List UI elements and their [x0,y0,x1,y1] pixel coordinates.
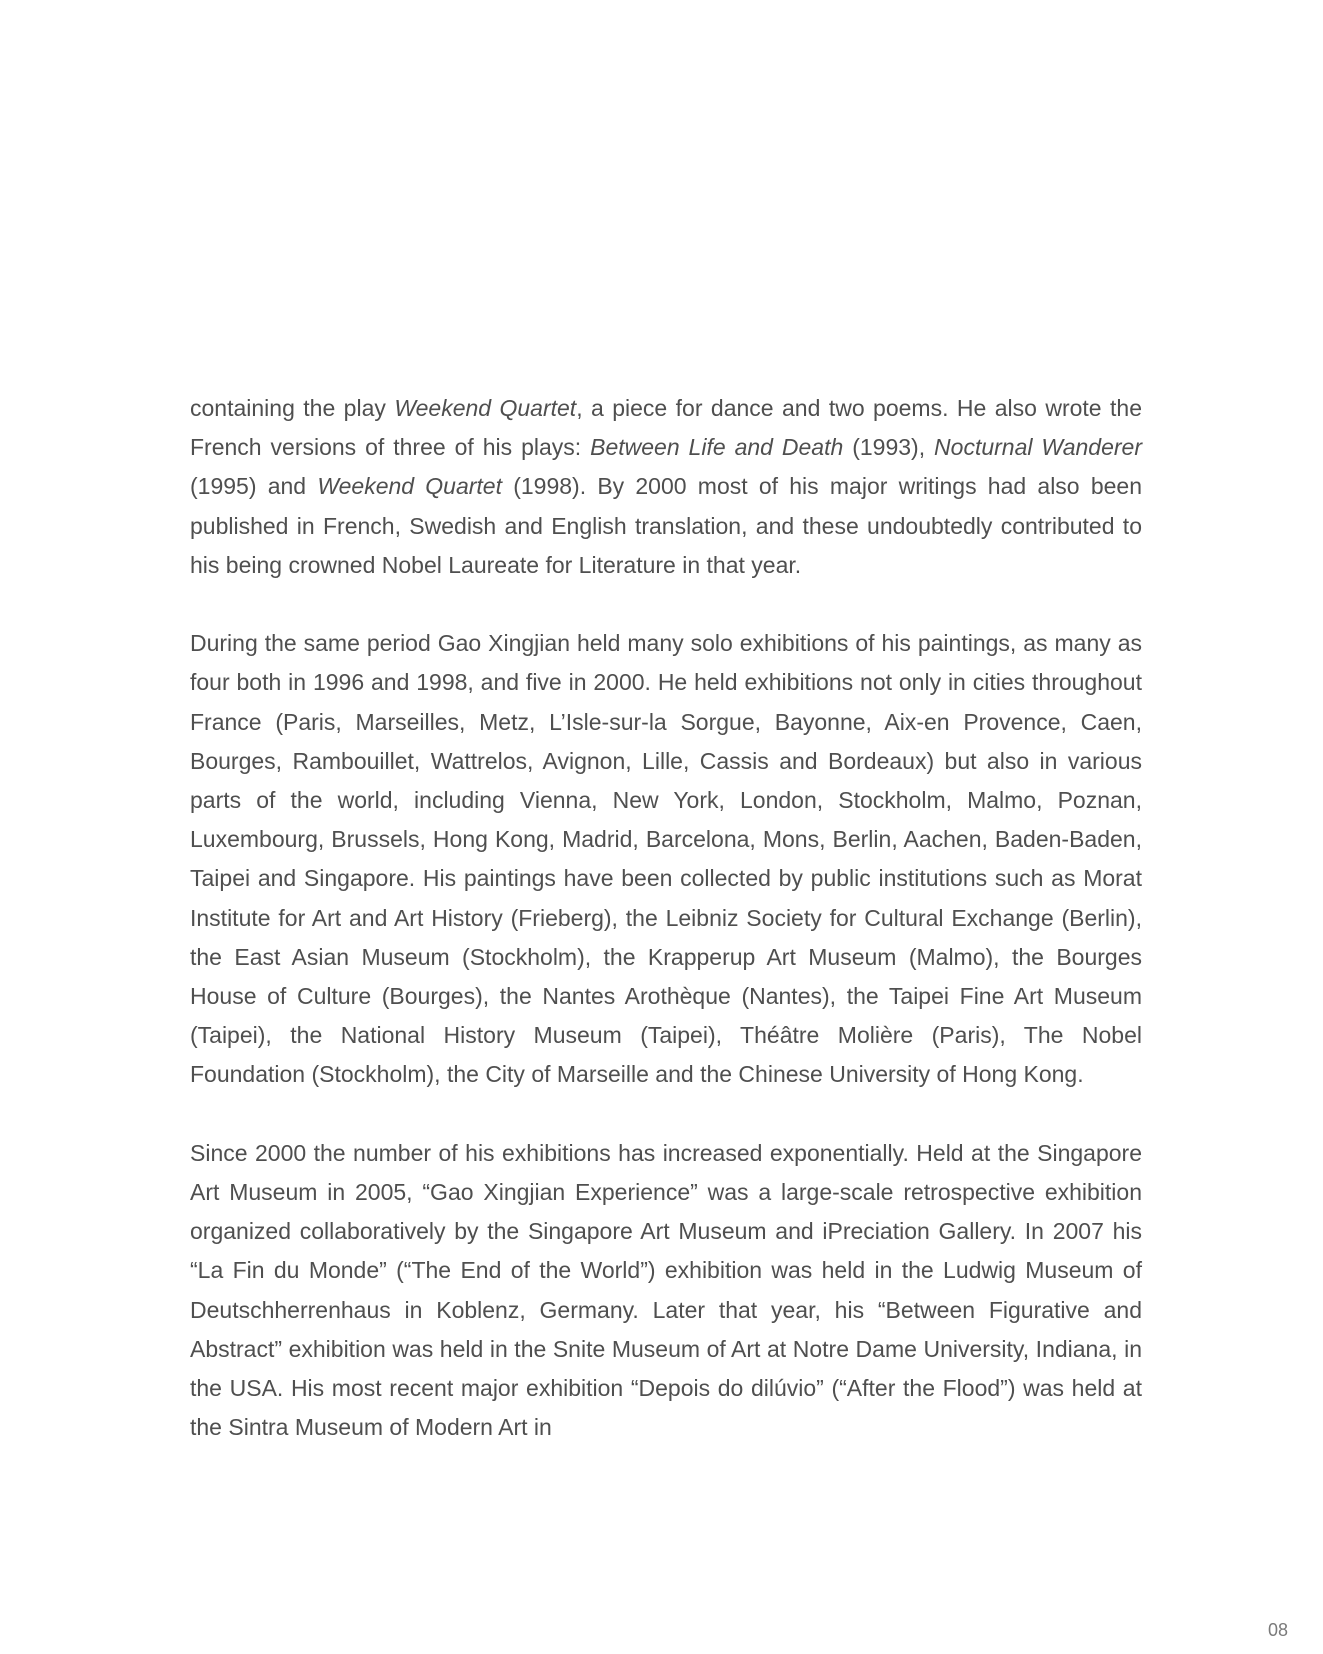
paragraph-2 [190,624,1142,1094]
play-title: Nocturnal Wanderer [934,434,1142,461]
paragraph-3 [190,1134,1142,1448]
play-title: Weekend Quartet [317,473,502,500]
text-span: (1993), [843,434,935,461]
text-span: Since 2000 the number of his exhibitions has increased exponentially. Held at the Singapore Art Museum in 2005, “Gao Xingjian Experience” was a large-scale retrospective exhibition organized collaboratively by the Singapore Art Museum and iPreciation Gallery. In 2007 his “La Fin du Monde” (“The End of the World”) exhibition was held in the Ludwig Museum of Deutschherrenhaus in Koblenz, Germany. Later that year, his “Between Figurative and Abstract” exhibition was held in the Snite Museum of Art at Notre Dame University, Indiana, in the USA. His most recent major exhibition “Depois do dilúvio” (“After the Flood”) was held at the Sintra Museum of Modern Art in [190,1139,1142,1441]
page-number: 08 [1268,1620,1289,1640]
paragraph-1 [190,389,1142,585]
text-span: (1998). By 2000 most of his major writings had also been published in French, Swedish and English translation, and these undoubtedly contributed to his being crowned Nobel Laureate for Literature in that year. [190,473,1142,578]
play-title: Between Life and Death [590,434,844,461]
play-title: Weekend Quartet [394,395,577,421]
body-text [190,389,1142,1447]
text-span: containing the play [190,395,395,421]
text-span: (1995) and [190,473,318,500]
text-span: During the same period Gao Xingjian held many solo exhibitions of his paintings, as many as four both in 1996 and 1998, and five in 2000. He held exhibitions not only in cities throughout France (Paris, Marseilles, Metz, L’Isle-sur-la Sorgue, Bayonne, Aix-en Provence, Caen, Bourges, Rambouillet, Wattrelos, Avignon, Lille, Cassis and Bordeaux) but also in various parts of the world, including Vienna, New York, London, Stockholm, Malmo, Poznan, Luxembourg, Brussels, Hong Kong, Madrid, Barcelona, Mons, Berlin, Aachen, Baden-Baden, Taipei and Singapore. His paintings have been collected by public institutions such as Morat Institute for Art and Art History (Frieberg), the Leibniz Society for Cultural Exchange (Berlin), the East Asian Museum (Stockholm), the Krapperup Art Museum (Malmo), the Bourges House of Culture (Bourges), the Nantes Arothèque (Nantes), the Taipei Fine Art Museum (Taipei), the National History Museum (Taipei), Théâtre Molière (Paris), The Nobel Foundation (Stockholm), the City of Marseille and the Chinese University of Hong Kong. [190,630,1142,1088]
text-span: , a piece for dance and two poems. He also wrote the French versions of three of his plays: [190,395,1142,461]
